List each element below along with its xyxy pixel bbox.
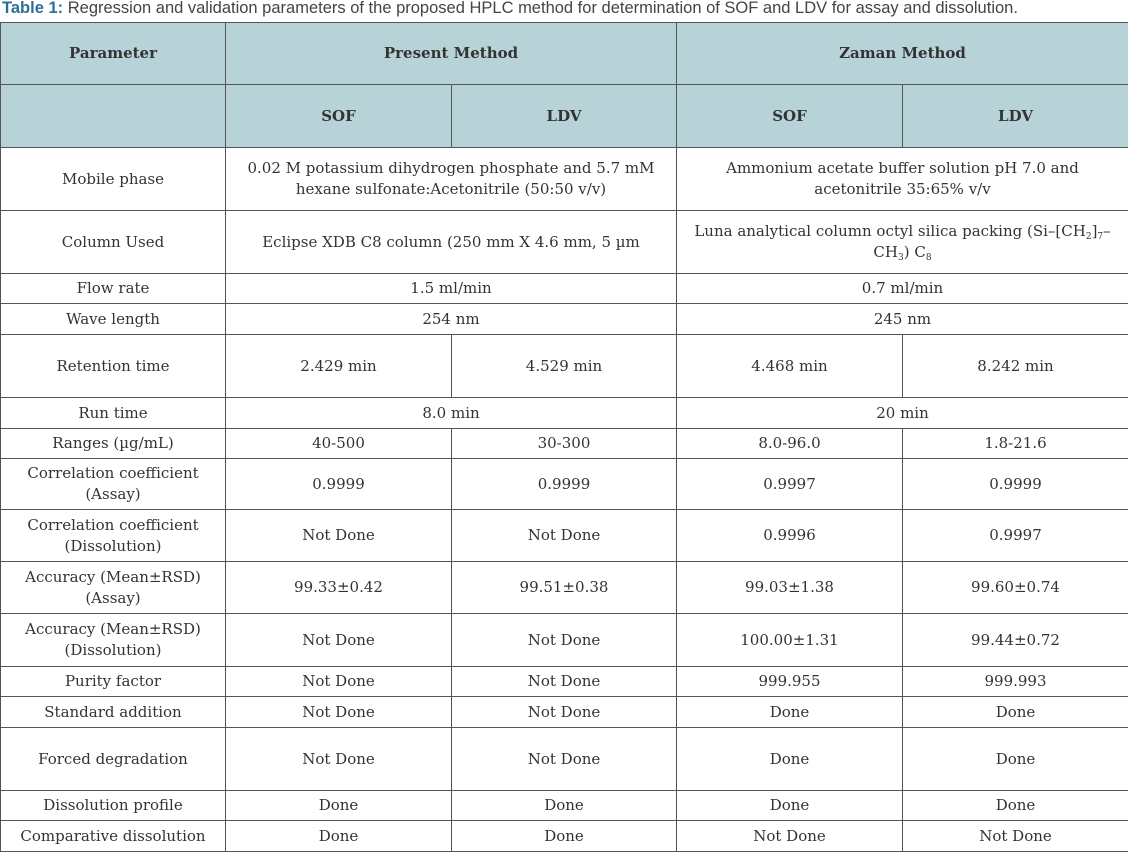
cell-zaman-sof: 0.9996 xyxy=(677,510,903,562)
cell-present: 1.5 ml/min xyxy=(226,274,677,304)
cell-present: 8.0 min xyxy=(226,398,677,429)
cell-present-sof: 40-500 xyxy=(226,429,452,459)
caption-text: Regression and validation parameters of the proposed HPLC method for determination of SOF and LDV for assay and dissolution. xyxy=(63,0,1018,17)
cell-zaman-ldv: Done xyxy=(903,697,1128,728)
cell-present-sof: 0.9999 xyxy=(226,459,452,510)
cell-present-sof: 2.429 min xyxy=(226,335,452,398)
cell-present: 254 nm xyxy=(226,304,677,335)
cell-zaman-ldv: Done xyxy=(903,728,1128,791)
table-caption xyxy=(2,0,1018,18)
cell-zaman-sof: 8.0-96.0 xyxy=(677,429,903,459)
subscript: 2 xyxy=(1085,232,1092,242)
row-label: Dissolution profile xyxy=(1,791,226,821)
row-label: Ranges (µg/mL) xyxy=(1,429,226,459)
row-label: Purity factor xyxy=(1,667,226,697)
row-label: Retention time xyxy=(1,335,226,398)
table-row xyxy=(1,791,1128,821)
cell-zaman-ldv: 0.9999 xyxy=(903,459,1128,510)
cell-present-sof: Not Done xyxy=(226,614,452,667)
cell-zaman-ldv: 999.993 xyxy=(903,667,1128,697)
cell-present: 0.02 M potassium dihydrogen phosphate and 5.7 mM hexane sulfonate:Acetonitrile (50:50 v/v) xyxy=(226,148,677,211)
cell-present-ldv: Not Done xyxy=(452,667,677,697)
header-present-ldv: LDV xyxy=(452,85,677,148)
cell-zaman-sof: 4.468 min xyxy=(677,335,903,398)
table-row xyxy=(1,614,1128,667)
cell-present-sof: Not Done xyxy=(226,667,452,697)
cell-present: Eclipse XDB C8 column (250 mm X 4.6 mm, 5 µm xyxy=(226,211,677,274)
row-label: Comparative dissolution xyxy=(1,821,226,852)
subscript: 8 xyxy=(925,253,932,263)
table-row xyxy=(1,667,1128,697)
cell-zaman: 0.7 ml/min xyxy=(677,274,1128,304)
column-text-1: Luna analytical column octyl silica packing (Si–[CH xyxy=(694,222,1086,240)
table-row xyxy=(1,510,1128,562)
cell-present-sof: 99.33±0.42 xyxy=(226,562,452,614)
column-text-2: ] xyxy=(1091,222,1098,240)
cell-zaman-ldv: 1.8-21.6 xyxy=(903,429,1128,459)
header-zaman-method: Zaman Method xyxy=(677,23,1128,85)
table-row xyxy=(1,459,1128,510)
row-label: Mobile phase xyxy=(1,148,226,211)
cell-zaman-ldv: 99.44±0.72 xyxy=(903,614,1128,667)
cell-zaman xyxy=(677,211,1128,274)
cell-present-ldv: Not Done xyxy=(452,697,677,728)
table-row xyxy=(1,335,1128,398)
regression-validation-table xyxy=(0,22,1128,852)
cell-zaman: Ammonium acetate buffer solution pH 7.0 and acetonitrile 35:65% v/v xyxy=(677,148,1128,211)
cell-present-ldv: 30-300 xyxy=(452,429,677,459)
row-label: Run time xyxy=(1,398,226,429)
cell-zaman-ldv: 0.9997 xyxy=(903,510,1128,562)
cell-present-ldv: Not Done xyxy=(452,510,677,562)
cell-present-ldv: 0.9999 xyxy=(452,459,677,510)
cell-zaman-sof: Done xyxy=(677,697,903,728)
row-label: Flow rate xyxy=(1,274,226,304)
caption-label: Table 1: xyxy=(2,0,64,17)
table-row xyxy=(1,398,1128,429)
row-label: Forced degradation xyxy=(1,728,226,791)
row-label: Column Used xyxy=(1,211,226,274)
cell-present-sof: Done xyxy=(226,791,452,821)
cell-present-ldv: Done xyxy=(452,791,677,821)
row-label: Accuracy (Mean±RSD) (Dissolution) xyxy=(1,614,226,667)
cell-zaman-sof: Not Done xyxy=(677,821,903,852)
cell-present-sof: Done xyxy=(226,821,452,852)
cell-zaman-ldv: Not Done xyxy=(903,821,1128,852)
table-row xyxy=(1,274,1128,304)
row-label: Accuracy (Mean±RSD) (Assay) xyxy=(1,562,226,614)
cell-present-ldv: Not Done xyxy=(452,728,677,791)
table-row xyxy=(1,728,1128,791)
cell-zaman-sof: 999.955 xyxy=(677,667,903,697)
cell-present-ldv: 99.51±0.38 xyxy=(452,562,677,614)
header-present-method: Present Method xyxy=(226,23,677,85)
cell-zaman-sof: Done xyxy=(677,728,903,791)
table-row xyxy=(1,211,1128,274)
table-row xyxy=(1,821,1128,852)
cell-present-ldv: 4.529 min xyxy=(452,335,677,398)
cell-zaman: 245 nm xyxy=(677,304,1128,335)
table-row xyxy=(1,697,1128,728)
cell-zaman-sof: 99.03±1.38 xyxy=(677,562,903,614)
header-present-sof: SOF xyxy=(226,85,452,148)
subscript: 3 xyxy=(897,253,904,263)
table-row xyxy=(1,562,1128,614)
cell-zaman-sof: Done xyxy=(677,791,903,821)
header-row-analytes xyxy=(1,85,1128,148)
cell-present-ldv: Not Done xyxy=(452,614,677,667)
header-row-methods xyxy=(1,23,1128,85)
cell-present-ldv: Done xyxy=(452,821,677,852)
cell-present-sof: Not Done xyxy=(226,728,452,791)
cell-zaman-sof: 0.9997 xyxy=(677,459,903,510)
cell-zaman-ldv: 8.242 min xyxy=(903,335,1128,398)
column-text-3: –CH xyxy=(873,222,1111,261)
subscript: 7 xyxy=(1097,232,1104,242)
table-row xyxy=(1,148,1128,211)
header-zaman-sof: SOF xyxy=(677,85,903,148)
header-parameter: Parameter xyxy=(1,23,226,85)
table-row xyxy=(1,429,1128,459)
row-label: Correlation coefficient (Assay) xyxy=(1,459,226,510)
cell-zaman: 20 min xyxy=(677,398,1128,429)
row-label: Wave length xyxy=(1,304,226,335)
cell-zaman-ldv: 99.60±0.74 xyxy=(903,562,1128,614)
cell-zaman-ldv: Done xyxy=(903,791,1128,821)
table-row xyxy=(1,304,1128,335)
row-label: Correlation coefficient (Dissolution) xyxy=(1,510,226,562)
header-zaman-ldv: LDV xyxy=(903,85,1128,148)
header-empty xyxy=(1,85,226,148)
row-label: Standard addition xyxy=(1,697,226,728)
cell-zaman-sof: 100.00±1.31 xyxy=(677,614,903,667)
cell-present-sof: Not Done xyxy=(226,510,452,562)
column-text-4: ) C xyxy=(903,243,926,261)
cell-present-sof: Not Done xyxy=(226,697,452,728)
